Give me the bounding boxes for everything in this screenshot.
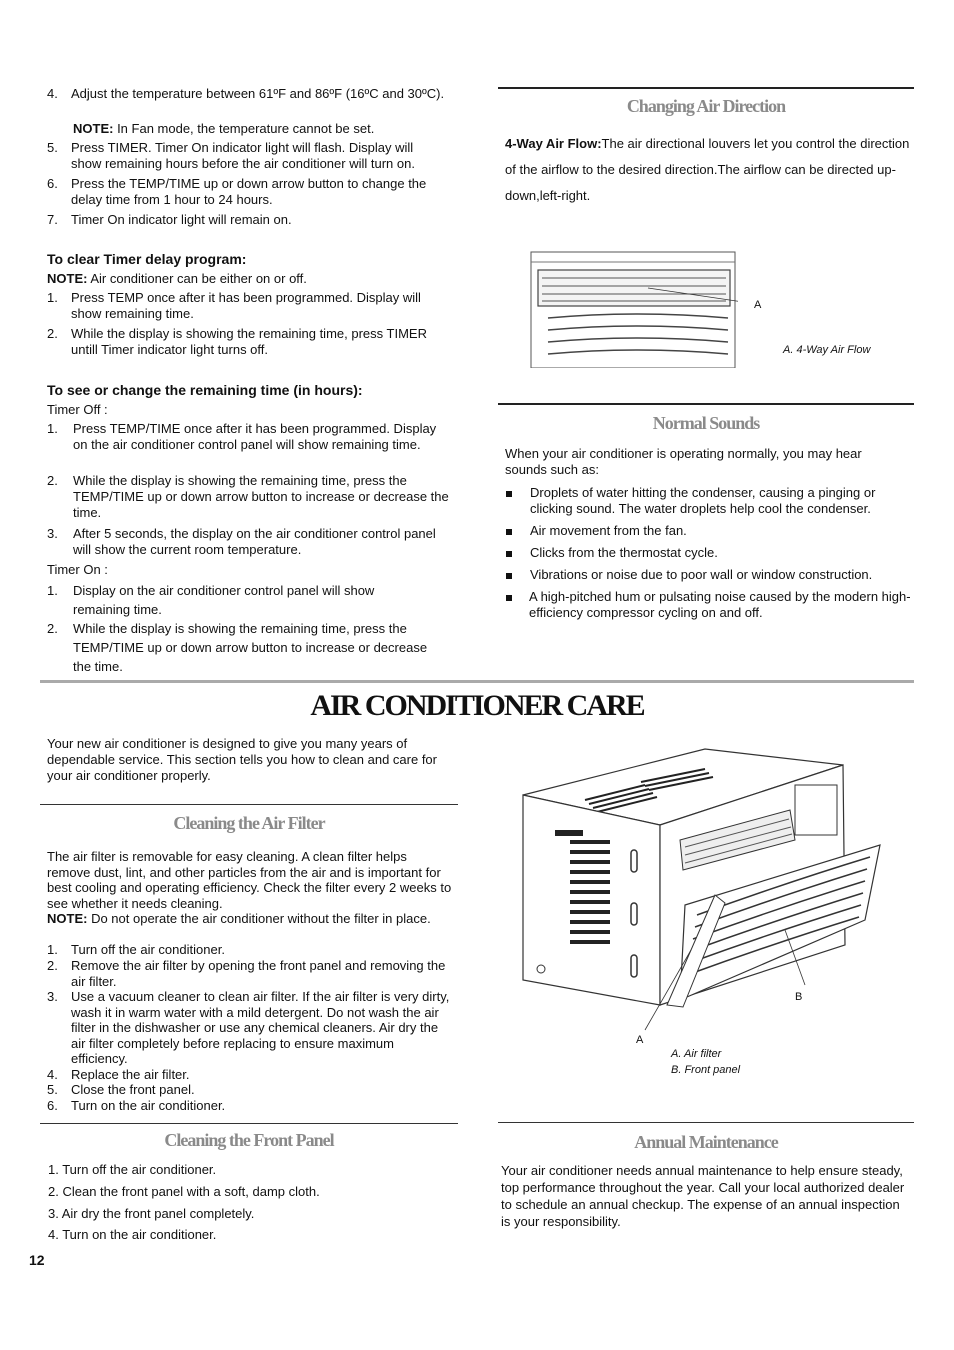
list-item: 3. After 5 seconds, the display on the air conditioner control panel will show the current room temperature. xyxy=(47,526,436,557)
section-divider xyxy=(40,804,458,805)
callout-a: A xyxy=(636,1034,644,1046)
clear-timer-heading: To clear Timer delay program: xyxy=(47,251,247,267)
air-conditioner-illustration xyxy=(515,745,890,1045)
bullet-icon xyxy=(506,551,512,557)
main-divider xyxy=(40,680,914,683)
list-item: 5. Press TIMER. Timer On indicator light will flash. Display will show remaining hours before the air conditioner will turn on. xyxy=(47,140,415,171)
air-filter-note: NOTE: Do not operate the air conditioner without the filter in place. xyxy=(47,911,431,926)
bullet-icon xyxy=(506,529,512,535)
page-number: 12 xyxy=(29,1252,45,1268)
annual-maintenance-text: Your air conditioner needs annual maintenance to help ensure steady, top performance throughout the year. Call your local authorized dealer to schedule an annual checkup. The expense of an annual inspection is your responsibility. xyxy=(501,1163,905,1229)
care-intro: Your new air conditioner is designed to give you many years of dependable service. This section tells you how to clean and care for your air conditioner properly. xyxy=(47,736,437,783)
list-item: 1. Press TEMP/TIME once after it has been programmed. Display on the air conditioner control panel will show remaining time. xyxy=(47,421,437,452)
louver-illustration xyxy=(528,248,738,368)
list-item: Clicks from the thermostat cycle. xyxy=(530,545,718,560)
bullet-icon xyxy=(506,595,512,601)
list-item: 6. Press the TEMP/TIME up or down arrow button to change the delay time from 1 hour to 24 hours. xyxy=(47,176,427,207)
normal-sounds-intro: When your air conditioner is operating normally, you may hear sounds such as: xyxy=(505,446,862,477)
caption-front-panel: B. Front panel xyxy=(671,1064,741,1076)
callout-b: B xyxy=(795,991,803,1003)
bullet-icon xyxy=(506,491,512,497)
list-item: 5. Close the front panel. xyxy=(47,1082,195,1097)
list-item: 7. Timer On indicator light will remain on. xyxy=(47,212,292,227)
list-item: 4. Replace the air filter. xyxy=(47,1067,190,1082)
list-item: 2. Clean the front panel with a soft, damp cloth. xyxy=(48,1184,320,1199)
front-panel-title: Cleaning the Front Panel xyxy=(164,1130,334,1150)
list-item: 6. Turn on the air conditioner. xyxy=(47,1098,226,1113)
caption-air-filter: A. Air filter xyxy=(671,1048,722,1060)
list-item: Vibrations or noise due to poor wall or window construction. xyxy=(530,567,873,582)
section-divider xyxy=(498,87,914,89)
list-item: 2. Remove the air filter by opening the front panel and removing the air filter. xyxy=(47,958,446,989)
list-item: 2. While the display is showing the remaining time, press the TEMP/TIME up or down arrow button to increase or decrease the time. xyxy=(47,473,449,520)
list-item: Droplets of water hitting the condenser, causing a pinging or clicking sound. The water droplets help cool the condenser. xyxy=(530,485,876,516)
list-item: 2. While the display is showing the remaining time, press the TEMP/TIME up or down arrow button to increase or decrease the time. xyxy=(47,621,428,674)
section-divider xyxy=(498,403,914,405)
timer-off-label: Timer Off : xyxy=(47,402,108,417)
list-item: 4. Turn on the air conditioner. xyxy=(48,1227,217,1242)
page-title: AIR CONDITIONER CARE xyxy=(310,689,644,722)
bullet-icon xyxy=(506,573,512,579)
section-divider xyxy=(40,1123,458,1124)
list-item: 1. Turn off the air conditioner. xyxy=(48,1162,217,1177)
list-item: 1. Turn off the air conditioner. xyxy=(47,942,225,957)
list-item: 3. Use a vacuum cleaner to clean air filter. If the air filter is very dirty, wash it in warm water with a mild detergent. Do not wash the air filter in the dishwasher or use any chemical cleaners. Air dry the air filter completely before replacing to ensure maximum efficiency. xyxy=(47,989,450,1066)
list-item: 3. Air dry the front panel completely. xyxy=(48,1206,255,1221)
fan-mode-note: NOTE: In Fan mode, the temperature cannot be set. xyxy=(73,121,375,136)
list-item: 1. Press TEMP once after it has been programmed. Display will show remaining time. xyxy=(47,290,421,321)
normal-sounds-title: Normal Sounds xyxy=(652,413,760,433)
timer-on-label: Timer On : xyxy=(47,562,108,577)
air-direction-text: 4-Way Air Flow:The air directional louvers let you control the direction of the airflow to the desired direction.The airflow can be directed up-down,left-right. xyxy=(505,136,910,203)
annual-maintenance-title: Annual Maintenance xyxy=(634,1132,778,1152)
air-filter-text: The air filter is removable for easy cleaning. A clean filter helps remove dust, lint, and other particles from the air and is important for best cooling and operating efficiency. Check the filter every 2 weeks to see whether it needs cleaning. xyxy=(47,849,452,911)
clear-timer-note: NOTE: Air conditioner can be either on or off. xyxy=(47,271,307,286)
list-item: Air movement from the fan. xyxy=(530,523,687,538)
see-time-heading: To see or change the remaining time (in hours): xyxy=(47,382,363,398)
callout-a: A xyxy=(754,299,762,311)
list-item: 2. While the display is showing the remaining time, press TIMER untill Timer indicator light turns off. xyxy=(47,326,427,357)
list-item: A high-pitched hum or pulsating noise caused by the modern high-efficiency compressor cycling on and off. xyxy=(529,589,911,620)
air-filter-title: Cleaning the Air Filter xyxy=(173,813,325,833)
air-direction-title: Changing Air Direction xyxy=(626,96,786,116)
list-item: 4. Adjust the temperature between 61ºF and 86ºF (16ºC and 30ºC). xyxy=(47,86,445,101)
section-divider xyxy=(498,1122,914,1123)
list-item: 1. Display on the air conditioner control panel will show remaining time. xyxy=(47,583,375,617)
louver-caption: A. 4-Way Air Flow xyxy=(783,344,871,356)
